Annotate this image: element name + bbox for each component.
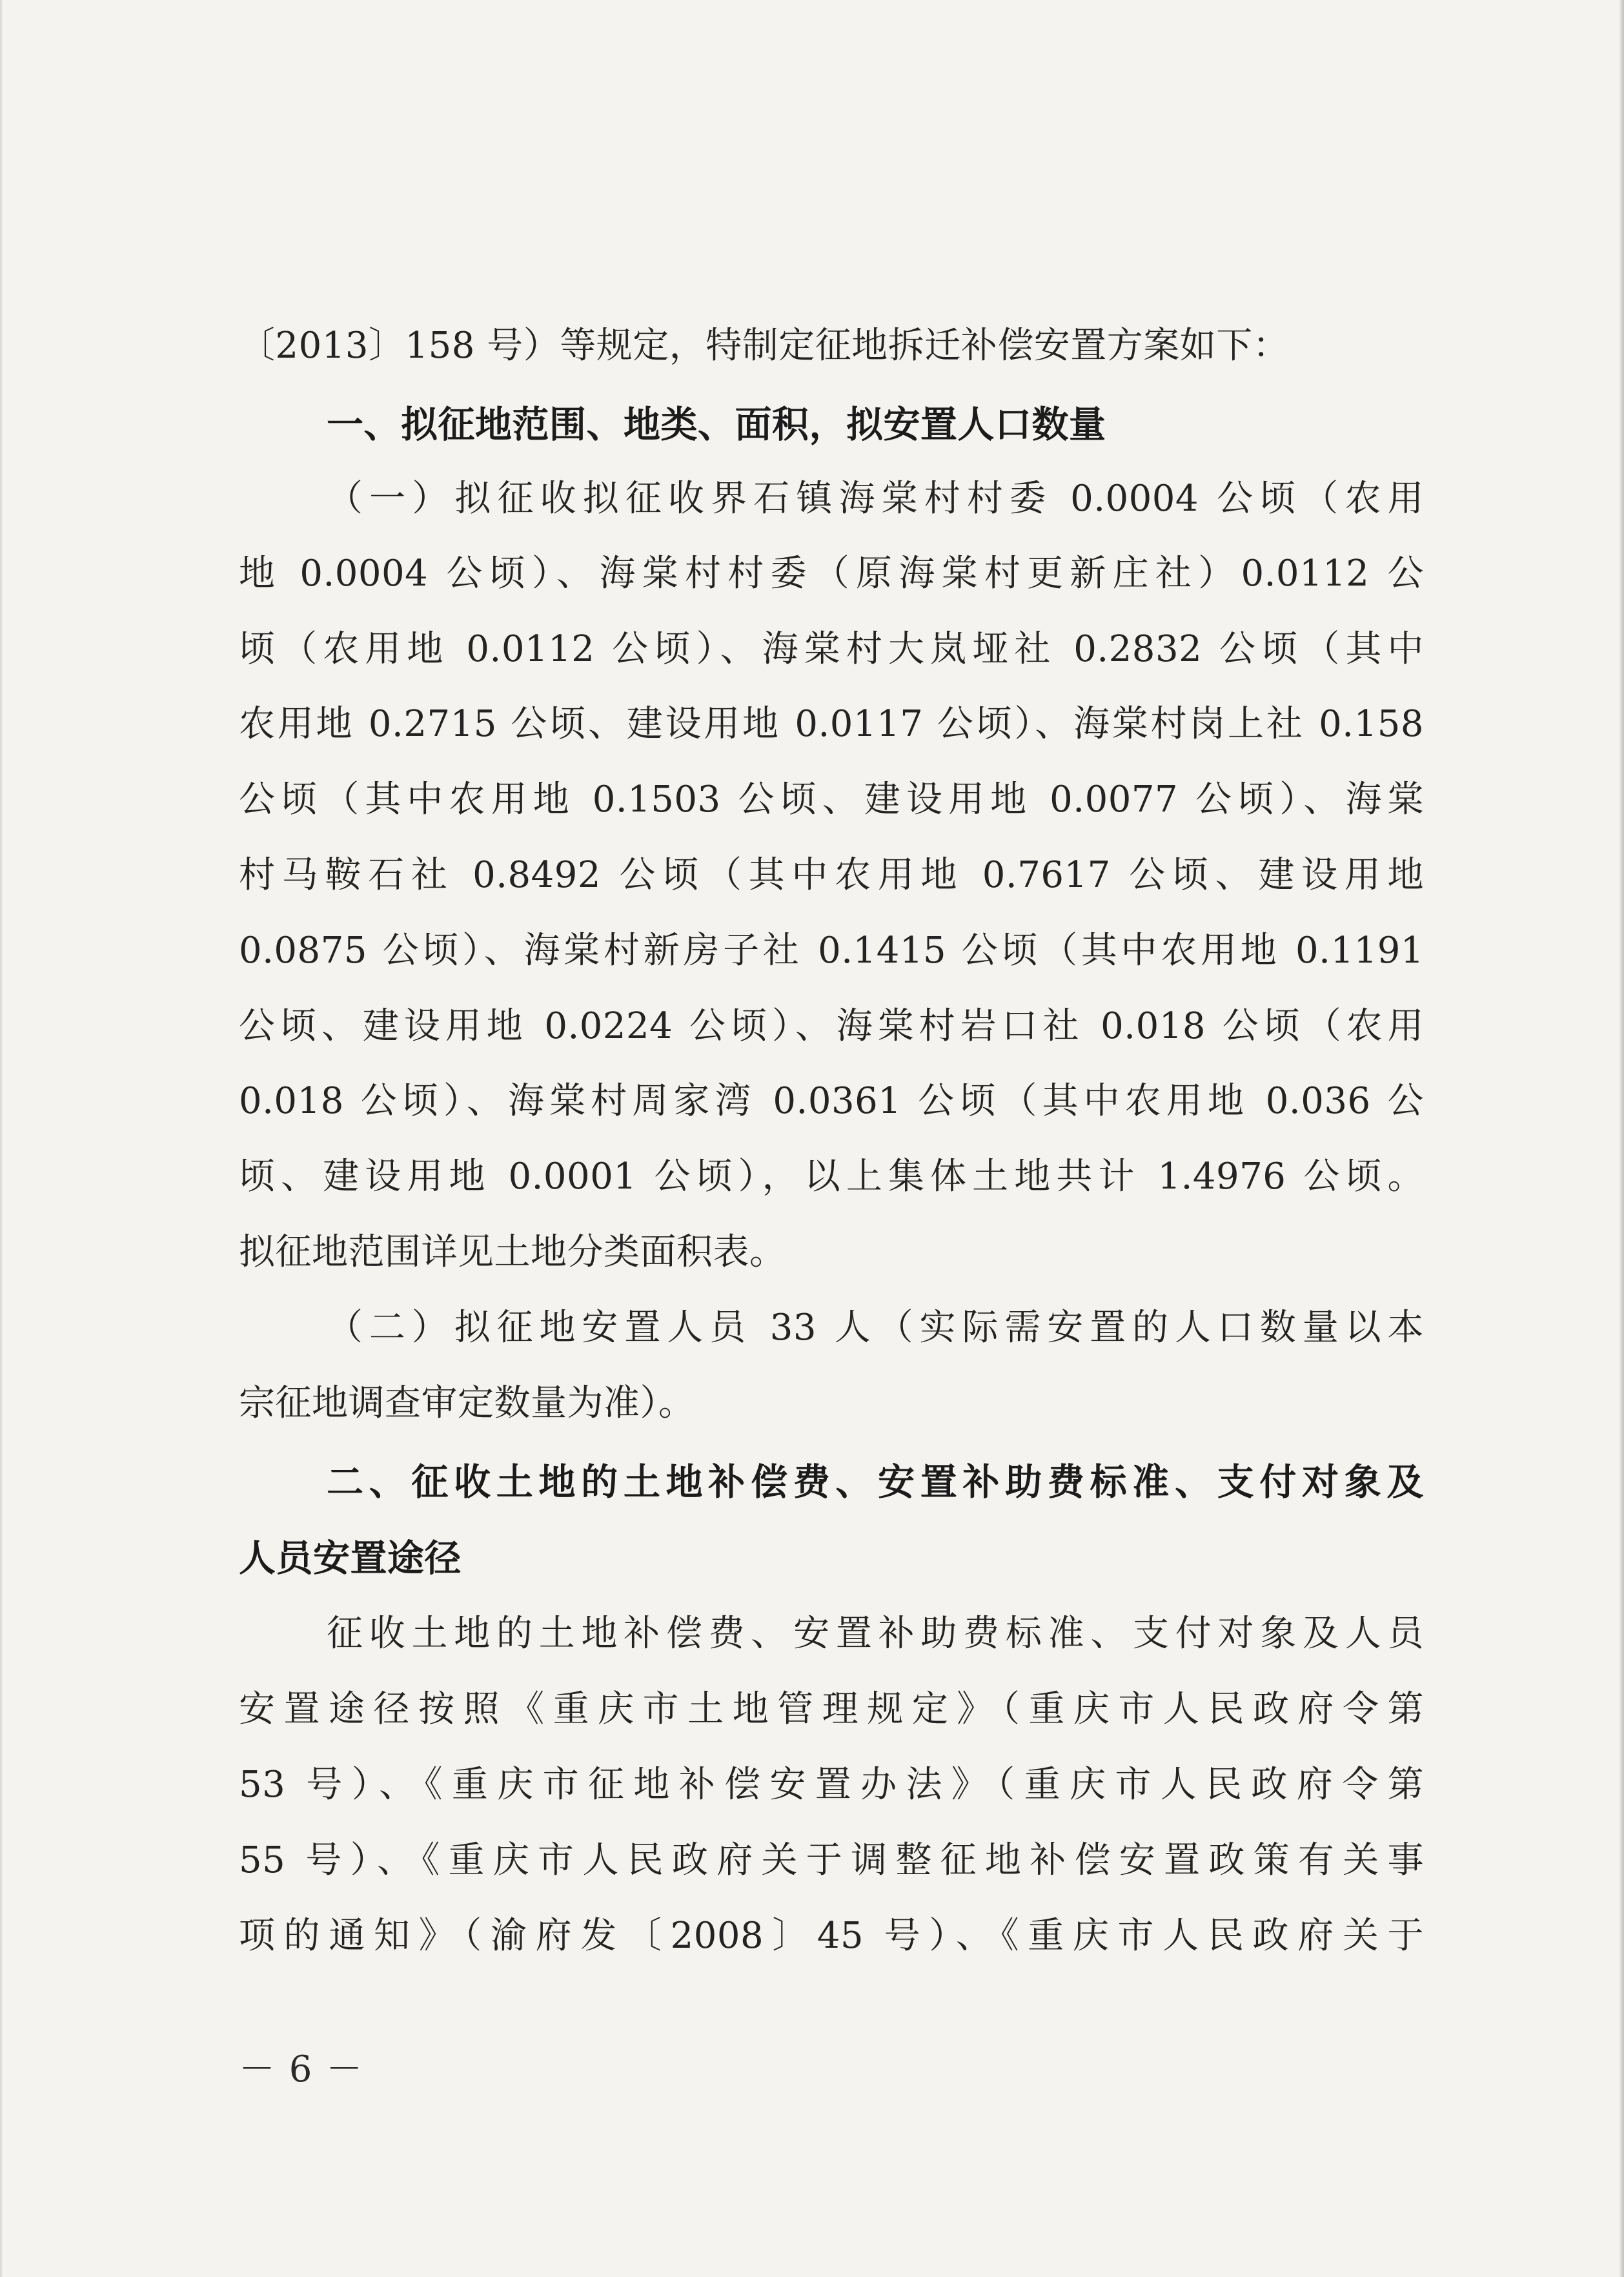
paragraph-1-line-1: （一）拟征收拟征收界石镇海棠村村委 0.0004 公顷（农用 — [327, 478, 1425, 520]
paragraph-2-line-2: 宗征地调查审定数量为准）。 — [239, 1382, 695, 1424]
section-heading-1: 一、拟征地范围、地类、面积，拟安置人口数量 — [327, 403, 1106, 446]
paragraph-1-line-2: 地 0.0004 公顷）、海棠村村委（原海棠村更新庄社）0.0112 公 — [239, 553, 1424, 595]
paragraph-1-line-10: 顷、建设用地 0.0001 公顷），以上集体土地共计 1.4976 公顷。 — [239, 1156, 1424, 1198]
text-line-1: 〔2013〕158 号）等规定，特制定征地拆迁补偿安置方案如下： — [239, 325, 1290, 367]
paragraph-1-line-11: 拟征地范围详见土地分类面积表。 — [239, 1231, 786, 1273]
scan-edge-left — [0, 0, 3, 2277]
scan-edge-right — [1619, 0, 1624, 2277]
paragraph-3-line-1: 征收土地的土地补偿费、安置补助费标准、支付对象及人员 — [327, 1613, 1424, 1655]
paragraph-1-line-9: 0.018 公顷）、海棠村周家湾 0.0361 公顷（其中农用地 0.036 公 — [239, 1080, 1424, 1122]
paragraph-1-line-8: 公顷、建设用地 0.0224 公顷）、海棠村岩口社 0.018 公顷（农用 — [239, 1005, 1424, 1047]
page-number: － 6 － — [239, 2048, 364, 2090]
section-heading-2-line-1: 二、征收土地的土地补偿费、安置补助费标准、支付对象及 — [327, 1461, 1424, 1504]
paragraph-1-line-5: 公顷（其中农用地 0.1503 公顷、建设用地 0.0077 公顷）、海棠 — [239, 779, 1424, 821]
paragraph-1-line-4: 农用地 0.2715 公顷、建设用地 0.0117 公顷）、海棠村岗上社 0.158 — [239, 703, 1424, 745]
paragraph-1-line-7: 0.0875 公顷）、海棠村新房子社 0.1415 公顷（其中农用地 0.1191 — [239, 930, 1424, 972]
paragraph-3-line-5: 项的通知》（渝府发〔2008〕45 号）、《重庆市人民政府关于 — [239, 1915, 1424, 1957]
section-heading-2-line-2: 人员安置途径 — [239, 1537, 462, 1580]
paragraph-3-line-4: 55 号）、《重庆市人民政府关于调整征地补偿安置政策有关事 — [239, 1839, 1424, 1881]
paragraph-1-line-3: 顷（农用地 0.0112 公顷）、海棠村大岚垭社 0.2832 公顷（其中 — [239, 628, 1425, 670]
paragraph-2-line-1: （二）拟征地安置人员 33 人（实际需安置的人口数量以本 — [327, 1307, 1424, 1349]
paragraph-3-line-2: 安置途径按照《重庆市土地管理规定》（重庆市人民政府令第 — [239, 1688, 1424, 1730]
paragraph-1-line-6: 村马鞍石社 0.8492 公顷（其中农用地 0.7617 公顷、建设用地 — [239, 854, 1424, 896]
paragraph-3-line-3: 53 号）、《重庆市征地补偿安置办法》（重庆市人民政府令第 — [239, 1764, 1424, 1806]
